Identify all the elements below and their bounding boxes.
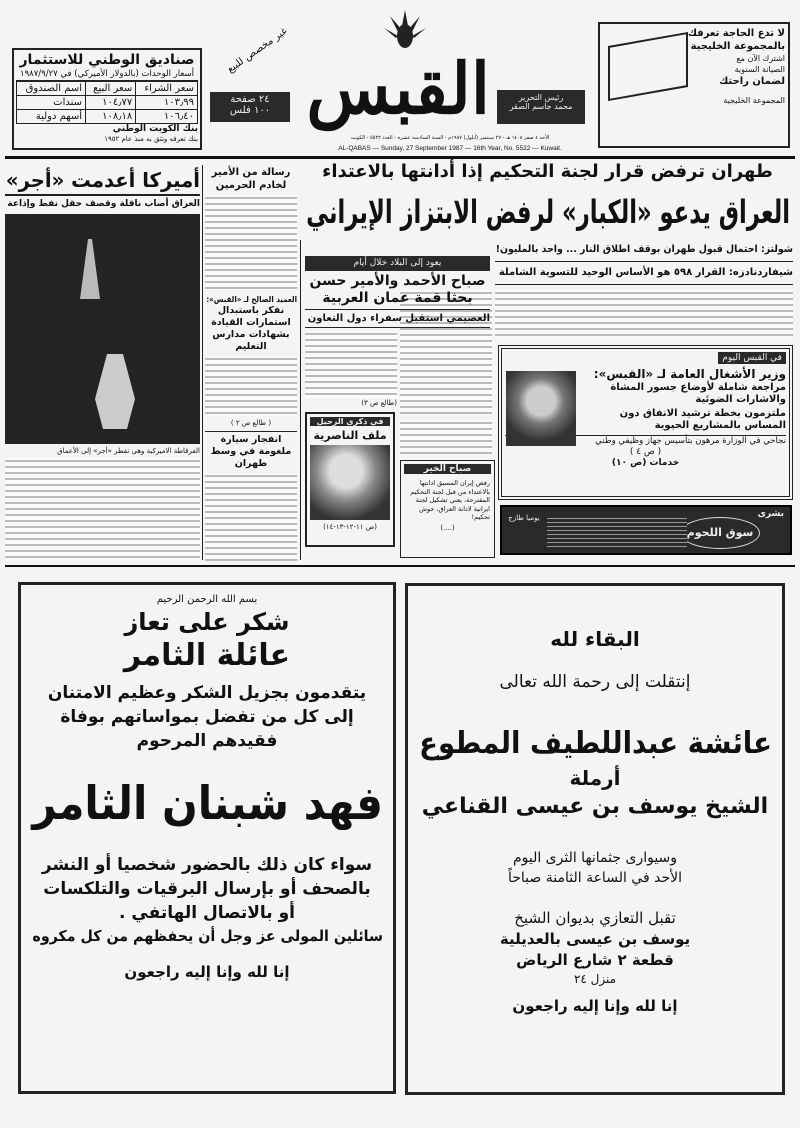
pages-price-box bbox=[210, 92, 290, 122]
editor-box bbox=[497, 90, 585, 124]
ad-line: لضمان راحتك bbox=[719, 76, 785, 87]
thanks-line: سواء كان ذلك بالحضور شخصيا أو النشر bbox=[41, 855, 373, 875]
nasiriya-box bbox=[305, 412, 395, 547]
main-headline: العراق يدعو «الكبار» لرفض الابتزاز الإيراني bbox=[306, 193, 790, 231]
husband-name: الشيخ يوسف بن عيسى القناعي bbox=[421, 794, 769, 819]
column-rule bbox=[300, 240, 301, 560]
today-band: في القبس اليوم bbox=[718, 352, 786, 364]
sabah-sub: العصيمي استقبل سفراء دول التعاون bbox=[305, 309, 490, 328]
ad-title: سوق اللحوم bbox=[680, 517, 760, 549]
tehran-head: انفجار سيارة ملغومة في وسط طهران bbox=[205, 431, 297, 470]
today-box bbox=[498, 345, 793, 500]
main-sub-2: شيفاردنادزه: القرار ٥٩٨ هو الأساس الوحيد للتسوية الشاملة bbox=[495, 266, 793, 285]
cell: ١٠٨٫١٨ bbox=[86, 110, 136, 124]
today-ref: ( ص ٤ ) bbox=[629, 447, 662, 457]
letter-headline: رسالة من الأمير لخادم الحرمين bbox=[211, 167, 291, 191]
thanks-line: بالصحف أو بإرسال البرقيات والتلكسات bbox=[43, 879, 371, 899]
deceased-name: عائشة عبداللطيف المطوع bbox=[419, 726, 772, 761]
main-story-text bbox=[495, 290, 793, 340]
today-item: نجاحي في الوزارة مرهون بتأسيس جهاز وظيفي وطني bbox=[505, 435, 786, 447]
ship-icon bbox=[80, 239, 100, 299]
thanks-ad bbox=[18, 582, 396, 1094]
obituary-ad bbox=[405, 583, 785, 1095]
sabah-text bbox=[305, 331, 397, 398]
date-arabic: الأحد ٤ صفر ١٤٠٨ هـ - ٢٧ سبتمبر (أيلول) ١٩٨٧م - السنة السادسة عشرة - العدد ٥٥٢٢ - الكويت bbox=[350, 135, 550, 141]
good-morning-column bbox=[400, 460, 495, 558]
ad-daily: يوميا طازج bbox=[508, 514, 540, 522]
thanks-line: فقيدهم المرحوم bbox=[136, 731, 278, 751]
obit-title: البقاء لله bbox=[550, 627, 640, 651]
america-headline: أميركا أعدمت «أجر» bbox=[5, 168, 201, 192]
sabah-headline: صباح الأحمد والأمير حسن بحثا قمة عمان العربية bbox=[309, 273, 486, 306]
main-kicker: طهران ترفض قرار لجنة التحكيم إذا أدانتها بالاعتداء bbox=[322, 161, 773, 182]
th: سعر البيع bbox=[86, 82, 136, 96]
price: ١٠٠ فلس bbox=[229, 105, 271, 116]
fund-title: صناديق الوطني للاستثمار bbox=[19, 52, 195, 68]
cell: ١٠٣٫٩٩ bbox=[136, 96, 198, 110]
saleh-ref: ( طالع ص ٢ ) bbox=[230, 419, 272, 427]
obit-line: إنا لله وإنا إليه راجعون bbox=[512, 997, 678, 1015]
tehran-text bbox=[205, 473, 297, 561]
column-end: (....) bbox=[440, 523, 455, 532]
saleh-head: العميد الصالح لـ «القبس»: bbox=[206, 295, 297, 304]
nasiriya-title: ملف الناصرية bbox=[313, 429, 387, 442]
editor-name: محمد جاسم الصقر bbox=[509, 102, 573, 111]
letter-column bbox=[205, 166, 297, 561]
maintenance-ad bbox=[598, 22, 790, 148]
fund-prices-box bbox=[12, 48, 202, 150]
column-title: صباح الخير bbox=[404, 464, 491, 474]
column-rule bbox=[202, 165, 203, 560]
family-name: عائلة الثامر bbox=[123, 638, 291, 673]
page-rule bbox=[5, 565, 795, 567]
obit-line: منزل ٢٤ bbox=[573, 972, 617, 986]
ad-line: الصيانة السنوية bbox=[734, 65, 785, 74]
cell: ١٠٦٫٤٠ bbox=[136, 110, 198, 124]
today-item: مراجعة شاملة لأوضاع جسور المشاة والاشارات الضوئية bbox=[610, 382, 786, 405]
sabah-ref: (طالع ص ٣) bbox=[361, 399, 397, 407]
fund-table bbox=[16, 81, 198, 124]
ship-icon bbox=[95, 354, 135, 429]
today-headline: وزير الأشغال العامة لـ «القبس»: bbox=[593, 367, 786, 381]
newspaper-logo: القبس bbox=[306, 47, 490, 130]
ad-line: اشترك الآن مع bbox=[736, 54, 785, 63]
america-story-text bbox=[5, 458, 200, 561]
column-text: رفض إيران المسبق ادانتها بالاعتداء من قبل لجنة التحكيم المقترحة، يعني تشكيل لجنة ايرانية لادانة العراق، خوش تحكيم! bbox=[410, 479, 490, 521]
editor-label: رئيس التحرير bbox=[518, 93, 564, 102]
masthead-rule bbox=[5, 156, 795, 159]
deceased-name: فهد شبنان الثامر bbox=[32, 776, 383, 830]
minister-photo bbox=[506, 371, 576, 446]
obit-line: تقبل التعازي بديوان الشيخ bbox=[514, 909, 676, 927]
thanks-line: أو بالاتصال الهاتفي . bbox=[119, 903, 295, 923]
ad-text bbox=[547, 515, 687, 549]
sabah-story bbox=[305, 256, 490, 408]
obit-line: يوسف بن عيسى بالعديلية bbox=[499, 930, 691, 948]
cell: أسهم دولية bbox=[17, 110, 86, 124]
nasiriya-kicker: في ذكرى الرحيل bbox=[310, 417, 390, 426]
frigate-photo bbox=[5, 214, 200, 444]
cell: ١٠٤٫٧٧ bbox=[86, 96, 136, 110]
america-story bbox=[5, 166, 200, 561]
obit-line: الأحد في الساعة الثامنة صباحاً bbox=[508, 870, 682, 886]
saleh-text bbox=[205, 356, 297, 416]
thanks-line: سائلين المولى عز وجل أن يحفظهم من كل مكروه bbox=[32, 927, 383, 945]
thanks-line: إلى كل من تفضل بمواساتهم بوفاة bbox=[60, 707, 354, 727]
america-sub: العراق أصاب ناقلة وقصف حقل نفط وإذاعة bbox=[5, 194, 200, 211]
today-item: ملتزمون بخطة ترشيد الانفاق دون المساس بالمشاريع الحيوية bbox=[619, 408, 786, 431]
thanks-title: شكر على تعاز bbox=[124, 608, 290, 636]
cell: سندات bbox=[17, 96, 86, 110]
photo-caption: الفرقاطة الاميركية وهي تقطر «أجر» إلى الأعماق bbox=[57, 447, 200, 455]
obit-line: وسيوارى جثمانها الثرى اليوم bbox=[512, 850, 678, 866]
date-english: AL-QABAS — Sunday, 27 September 1987 — 16th Year, No. 5522 — Kuwait. bbox=[338, 145, 562, 152]
ad-line: لا تدع الحاجة تعرفك bbox=[687, 28, 785, 39]
th: سعر الشراء bbox=[136, 82, 198, 96]
today-ref: خدمات (ص ١٠) bbox=[611, 458, 680, 468]
ad-company: المجموعة الخليجية bbox=[723, 96, 785, 105]
page-count: ٢٤ صفحة bbox=[230, 94, 270, 105]
bank-name: بنك الكويت الوطني bbox=[112, 124, 198, 134]
letter-text bbox=[205, 195, 297, 290]
main-story-text bbox=[400, 420, 492, 455]
main-sub-1: شولتز: احتمال قبول طهران بوقف اطلاق النار ... واحد بالمليون! bbox=[495, 243, 793, 262]
meat-market-ad bbox=[500, 505, 792, 555]
thanks-line: يتقدمون بجزيل الشكر وعظيم الامتنان bbox=[47, 683, 367, 703]
obit-line: أرملة bbox=[569, 766, 621, 790]
saleh-title: نفكر باستبدال استمارات القيادة بشهادات مدارس التعليم bbox=[211, 305, 291, 352]
obit-line: قطعة ٢ شارع الرياض bbox=[516, 951, 674, 969]
not-for-sale: غير مخصص للبيع bbox=[225, 25, 290, 76]
bank-tagline: بنك تعرفه وتثق به منذ عام ١٩٥٢ bbox=[104, 135, 198, 143]
th: اسم الصندوق bbox=[17, 82, 86, 96]
basmala: بسم الله الرحمن الرحيم bbox=[156, 594, 258, 605]
nasiriya-pages: (ص ١١-١٢-١٣-١٤) bbox=[323, 523, 377, 531]
ad-tag: بشرى bbox=[757, 509, 784, 519]
nasser-photo bbox=[310, 445, 390, 520]
sabah-band: يعود إلى البلاد خلال أيام bbox=[305, 256, 490, 271]
obit-line: إنتقلت إلى رحمة الله تعالى bbox=[499, 672, 691, 692]
fund-subtitle: أسعار الوحدات (بالدولار الأميركي) في ١٩٨٧/٩/٢٧ bbox=[16, 69, 198, 81]
thanks-line: إنا لله وإنا إليه راجعون bbox=[124, 963, 290, 981]
ad-line: بالمجموعة الخليجية bbox=[690, 41, 785, 52]
